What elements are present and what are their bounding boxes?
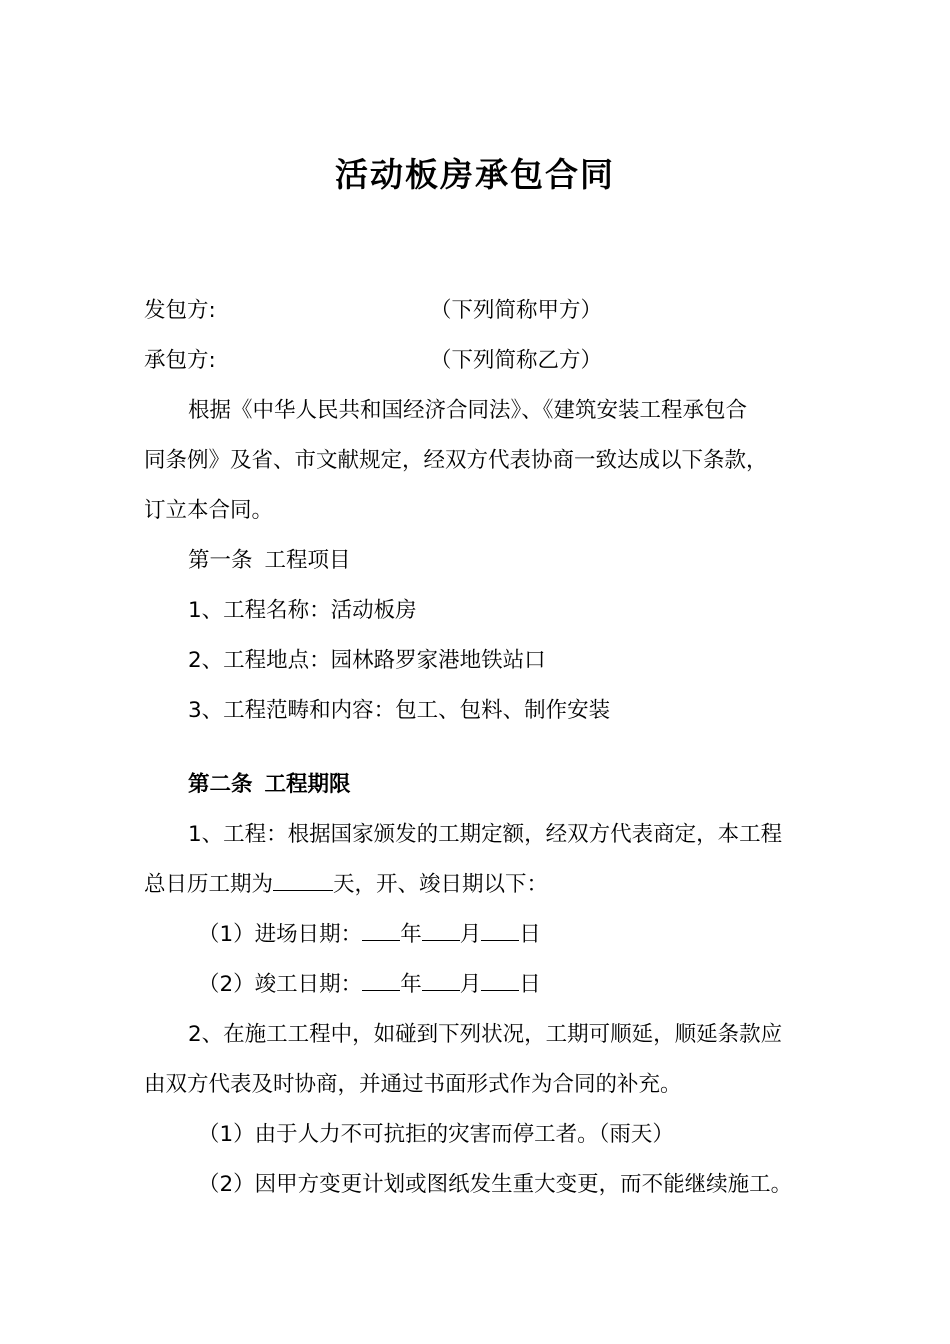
article2-title: 工程期限 [264, 772, 351, 797]
start-day-label: 日 [519, 922, 541, 947]
start-year-label: 年 [400, 922, 422, 947]
finish-day-blank [481, 970, 519, 991]
finish-year-label: 年 [400, 972, 422, 997]
document-title: 活动板房承包合同 [335, 155, 615, 194]
article2-para1-line2 [144, 870, 824, 900]
finish-day-label: 日 [519, 972, 541, 997]
article2-case-2: （2）因甲方变更计划或图纸发生重大变更，而不能继续施工。 [198, 1172, 793, 1197]
article1-item-2: 2、工程地点：园林路罗家港地铁站口 [188, 648, 546, 673]
article2-heading [188, 770, 868, 800]
finish-month-label: 月 [459, 972, 482, 997]
contractor-note: （下列简称乙方） [430, 348, 603, 373]
start-year-blank [362, 920, 400, 941]
article2-number: 第二条 [188, 772, 253, 797]
preamble-line-2: 同条例》及省、市文献规定，经双方代表协商一致达成以下条款， [144, 448, 768, 473]
employer-label: 发包方: [144, 298, 216, 323]
duration-days-blank [273, 870, 333, 891]
total-duration-label: 总日历工期为 [144, 872, 274, 897]
article1-title: 工程项目 [264, 548, 351, 573]
article2-para2-line1: 2、在施工工程中，如碰到下列状况，工期可顺延，顺延条款应 [188, 1022, 783, 1047]
contractor-label: 承包方: [144, 348, 216, 373]
article1-item-1: 1、工程名称：活动板房 [188, 598, 417, 623]
contractor-line [144, 346, 824, 376]
finish-month-blank [422, 970, 460, 991]
article2-para2-line2: 由双方代表及时协商，并通过书面形式作为合同的补充。 [144, 1072, 682, 1097]
finish-year-blank [362, 970, 400, 991]
article1-number: 第一条 [188, 548, 253, 573]
preamble-line-3: 订立本合同。 [144, 498, 274, 523]
start-day-blank [481, 920, 519, 941]
article2-case-1: （1）由于人力不可抗拒的灾害而停工者。（雨天） [198, 1122, 674, 1147]
finish-date-label: （2）竣工日期： [198, 972, 363, 997]
article1-item-3: 3、工程范畴和内容：包工、包料、制作安装 [188, 698, 611, 723]
preamble-line-1: 根据《中华人民共和国经济合同法》、《建筑安装工程承包合 [188, 398, 748, 423]
duration-days-suffix: 天，开、竣日期以下： [333, 872, 549, 897]
article1-heading [188, 546, 868, 576]
start-month-blank [422, 920, 460, 941]
start-month-label: 月 [459, 922, 482, 947]
employer-note: （下列简称甲方） [430, 298, 603, 323]
finish-date-line [198, 970, 878, 1000]
employer-line [144, 296, 824, 326]
start-date-line [198, 920, 878, 950]
start-date-label: （1）进场日期： [198, 922, 363, 947]
article2-para1-line1: 1、工程：根据国家颁发的工期定额，经双方代表商定，本工程 [188, 822, 783, 847]
